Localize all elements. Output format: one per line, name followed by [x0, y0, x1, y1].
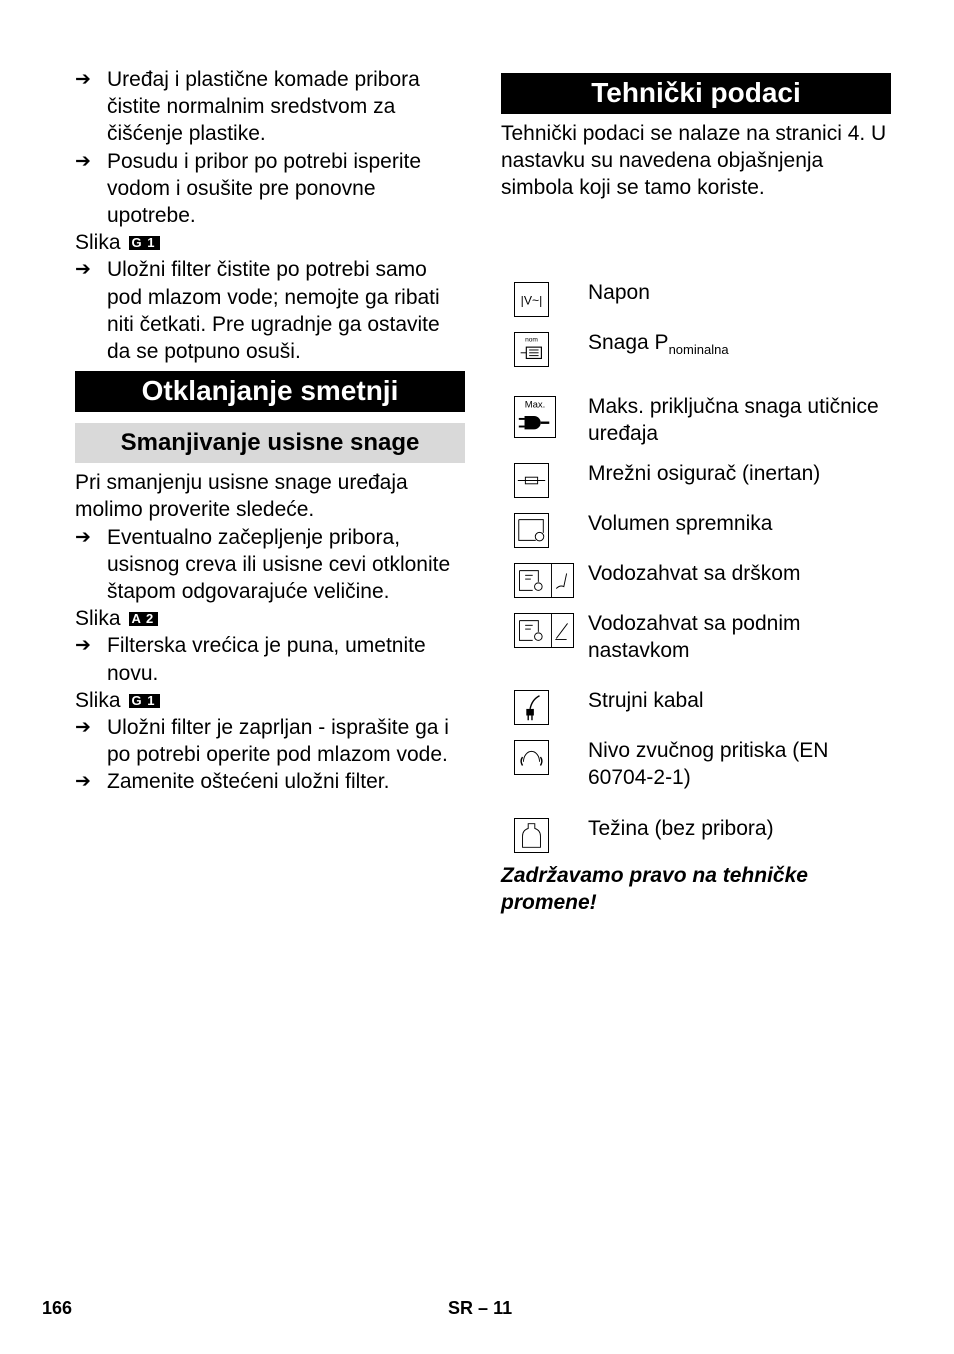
symbol-label: Strujni kabal [588, 689, 704, 712]
figure-ref: Slika G 1 [75, 687, 465, 714]
weight-icon [514, 818, 549, 853]
cable-icon [514, 690, 549, 725]
water-floor-icon [514, 613, 574, 648]
footer-lang: SR – 11 [448, 1298, 513, 1318]
symbol-label: Napon [588, 281, 650, 304]
svg-text:nom: nom [525, 336, 538, 344]
section-heading: Otklanjanje smetnji [75, 371, 465, 412]
page-number: 166 [42, 1298, 73, 1318]
arrow-icon: ➔ [75, 635, 91, 657]
arrow-icon: ➔ [75, 771, 91, 793]
bullet-replace-filter: ➔ Zamenite oštećeni uložni filter. [75, 768, 465, 795]
bullet-bag-full: ➔ Filterska vrećica je puna, umetnite novu. [75, 634, 426, 685]
svg-text:|V~|: |V~| [520, 293, 543, 308]
symbol-label: Težina (bez pribora) [588, 817, 774, 840]
max-socket-icon [514, 396, 556, 438]
figure-badge: G 1 [129, 236, 160, 250]
symbol-label: Vodozahvat sa drškom [588, 562, 801, 585]
rights-note: Zadržavamo pravo na tehničke promene! [501, 864, 808, 915]
power-icon [514, 332, 549, 367]
bullet-filter-clean: ➔ Uložni filter čistite po potrebi samo pod mlazom vode; nemojte ga ribati niti četkati. Pre ugradnje ga ostavite da se potpuno osuši. [75, 258, 440, 364]
arrow-icon: ➔ [75, 69, 91, 90]
subsection-heading: Smanjivanje usisne snage [75, 423, 465, 463]
container-icon [514, 513, 549, 548]
symbol-label: Nivo zvučnog pritiska (EN 60704-2-1) [588, 739, 829, 790]
right-column [501, 66, 891, 915]
left-column [75, 66, 465, 796]
figure-ref: Slika A 2 [75, 605, 465, 632]
figure-ref: Slika G 1 [75, 229, 465, 256]
arrow-icon: ➔ [75, 526, 91, 548]
figure-badge: A 2 [129, 612, 159, 626]
sound-icon [514, 740, 549, 775]
bullet-filter-dirty: ➔ Uložni filter je zaprljan - isprašite ga i po potrebi operite pod mlazom vode. [75, 716, 449, 767]
symbol-label: Maks. priključna snaga utičnice uređaja [588, 395, 879, 446]
fuse-icon [514, 463, 549, 498]
water-handle-icon [514, 563, 574, 598]
bullet-clean-plastic: ➔ Uređaj i plastične komade pribora čistite normalnim sredstvom za čišćenje plastike. [75, 68, 420, 146]
intro-text: Pri smanjenju usisne snage uređaja molimo proverite sledeće. [75, 471, 408, 522]
arrow-icon: ➔ [75, 717, 91, 739]
arrow-icon: ➔ [75, 150, 91, 172]
bullet-clog: ➔ Eventualno začepljenje pribora, usisnog creva ili usisne cevi otklonite štapom odgovarajuće veličine. [75, 525, 451, 604]
symbol-label: Mrežni osigurač (inertan) [588, 462, 821, 485]
svg-text:Max.: Max. [524, 399, 546, 411]
intro-text: Tehnički podaci se nalaze na stranici 4. U nastavku su navedena objašnjenja simbola koji se tamo koriste. [501, 122, 887, 200]
bullet-rinse: ➔ Posudu i pribor po potrebi isperite vodom i osušite pre ponovne upotrebe. [75, 149, 422, 228]
symbol-label: Snaga $P_{nominalna}$ [588, 331, 729, 358]
figure-badge: G 1 [129, 694, 160, 708]
section-heading: Tehnički podaci [501, 73, 891, 114]
arrow-icon: ➔ [75, 259, 91, 281]
symbol-label: Volumen spremnika [588, 512, 773, 535]
voltage-icon [514, 282, 549, 317]
symbol-label: Vodozahvat sa podnim nastavkom [588, 612, 801, 663]
